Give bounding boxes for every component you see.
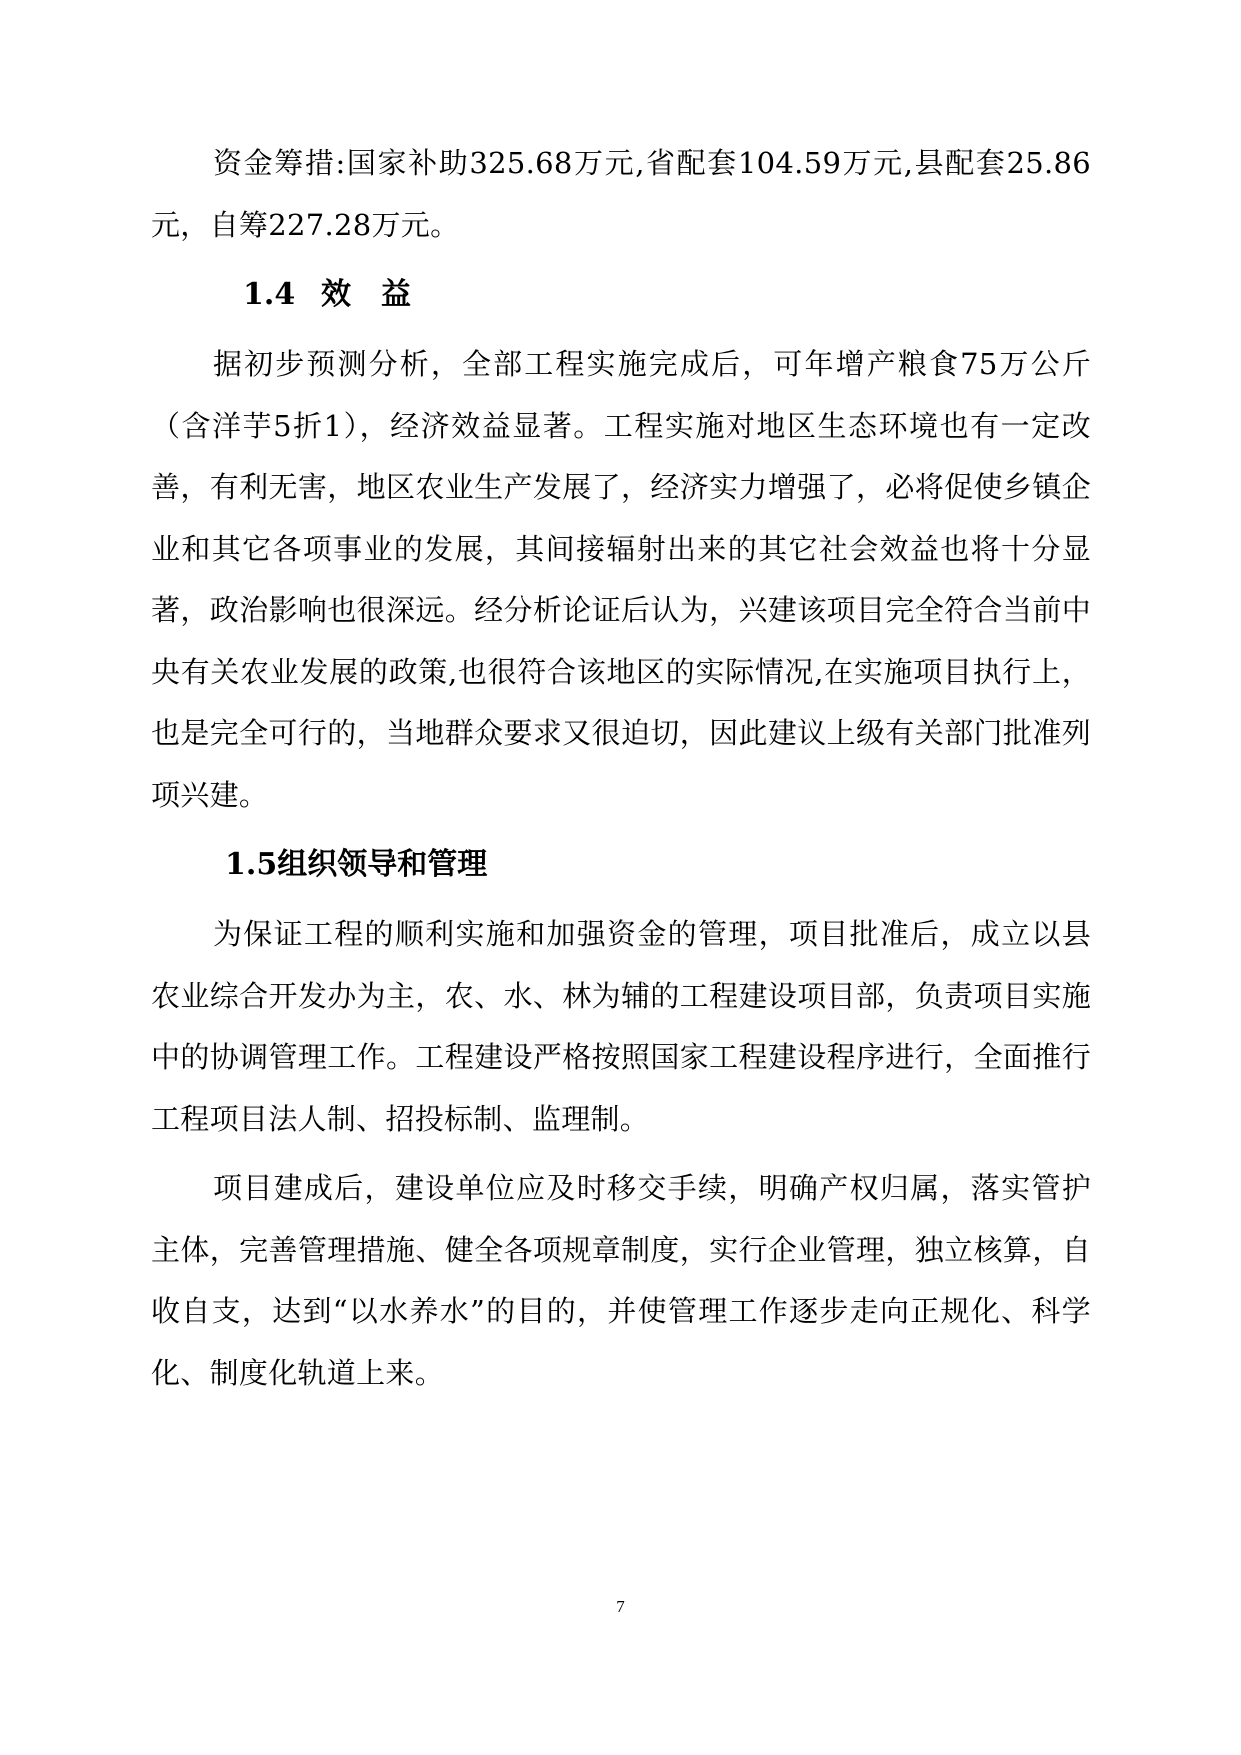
benefit-paragraph: 据初步预测分析，全部工程实施完成后，可年增产粮食75万公斤（含洋芋5折1），经济效益显著。工程实施对地区生态环境也有一定改善，有利无害，地区农业生产发展了，经济实力增强了，必将促使乡镇企业和其它各项事业的发展，其间接辐射出来的其它社会效益也将十分显著，政治影响也很深远。经分析论证后认为，兴建该项目完全符合当前中央有关农业发展的政策,也很符合该地区的实际情况,在实施项目执行上，也是完全可行的，当地群众要求又很迫切，因此建议上级有关部门批准列项兴建。	[151, 347, 1091, 812]
funding-paragraph: 资金筹措:国家补助325.68万元,省配套104.59万元,县配套25.86元，自筹227.28万元。	[151, 146, 1091, 242]
section-title-char-1: 效	[321, 277, 351, 312]
page-body	[151, 133, 1091, 1412]
management-paragraph-2: 项目建成后，建设单位应及时移交手续，明确产权归属，落实管护主体，完善管理措施、健全各项规章制度，实行企业管理，独立核算，自收自支，达到“以水养水”的目的，并使管理工作逐步走向正规化、科学化、制度化轨道上来。	[151, 1171, 1091, 1390]
page-number: 7	[616, 1597, 625, 1616]
section-heading-1-4	[151, 264, 1091, 326]
section-title-char-2: 益	[381, 277, 411, 312]
management-paragraph-1: 为保证工程的顺利实施和加强资金的管理，项目批准后，成立以县农业综合开发办为主，农、水、林为辅的工程建设项目部，负责项目实施中的协调管理工作。工程建设严格按照国家工程建设程序进行，全面推行工程项目法人制、招投标制、监理制。	[151, 917, 1091, 1136]
section-number: 1.4	[243, 277, 296, 312]
section-heading-1-5: 1.5组织领导和管理	[225, 847, 488, 882]
